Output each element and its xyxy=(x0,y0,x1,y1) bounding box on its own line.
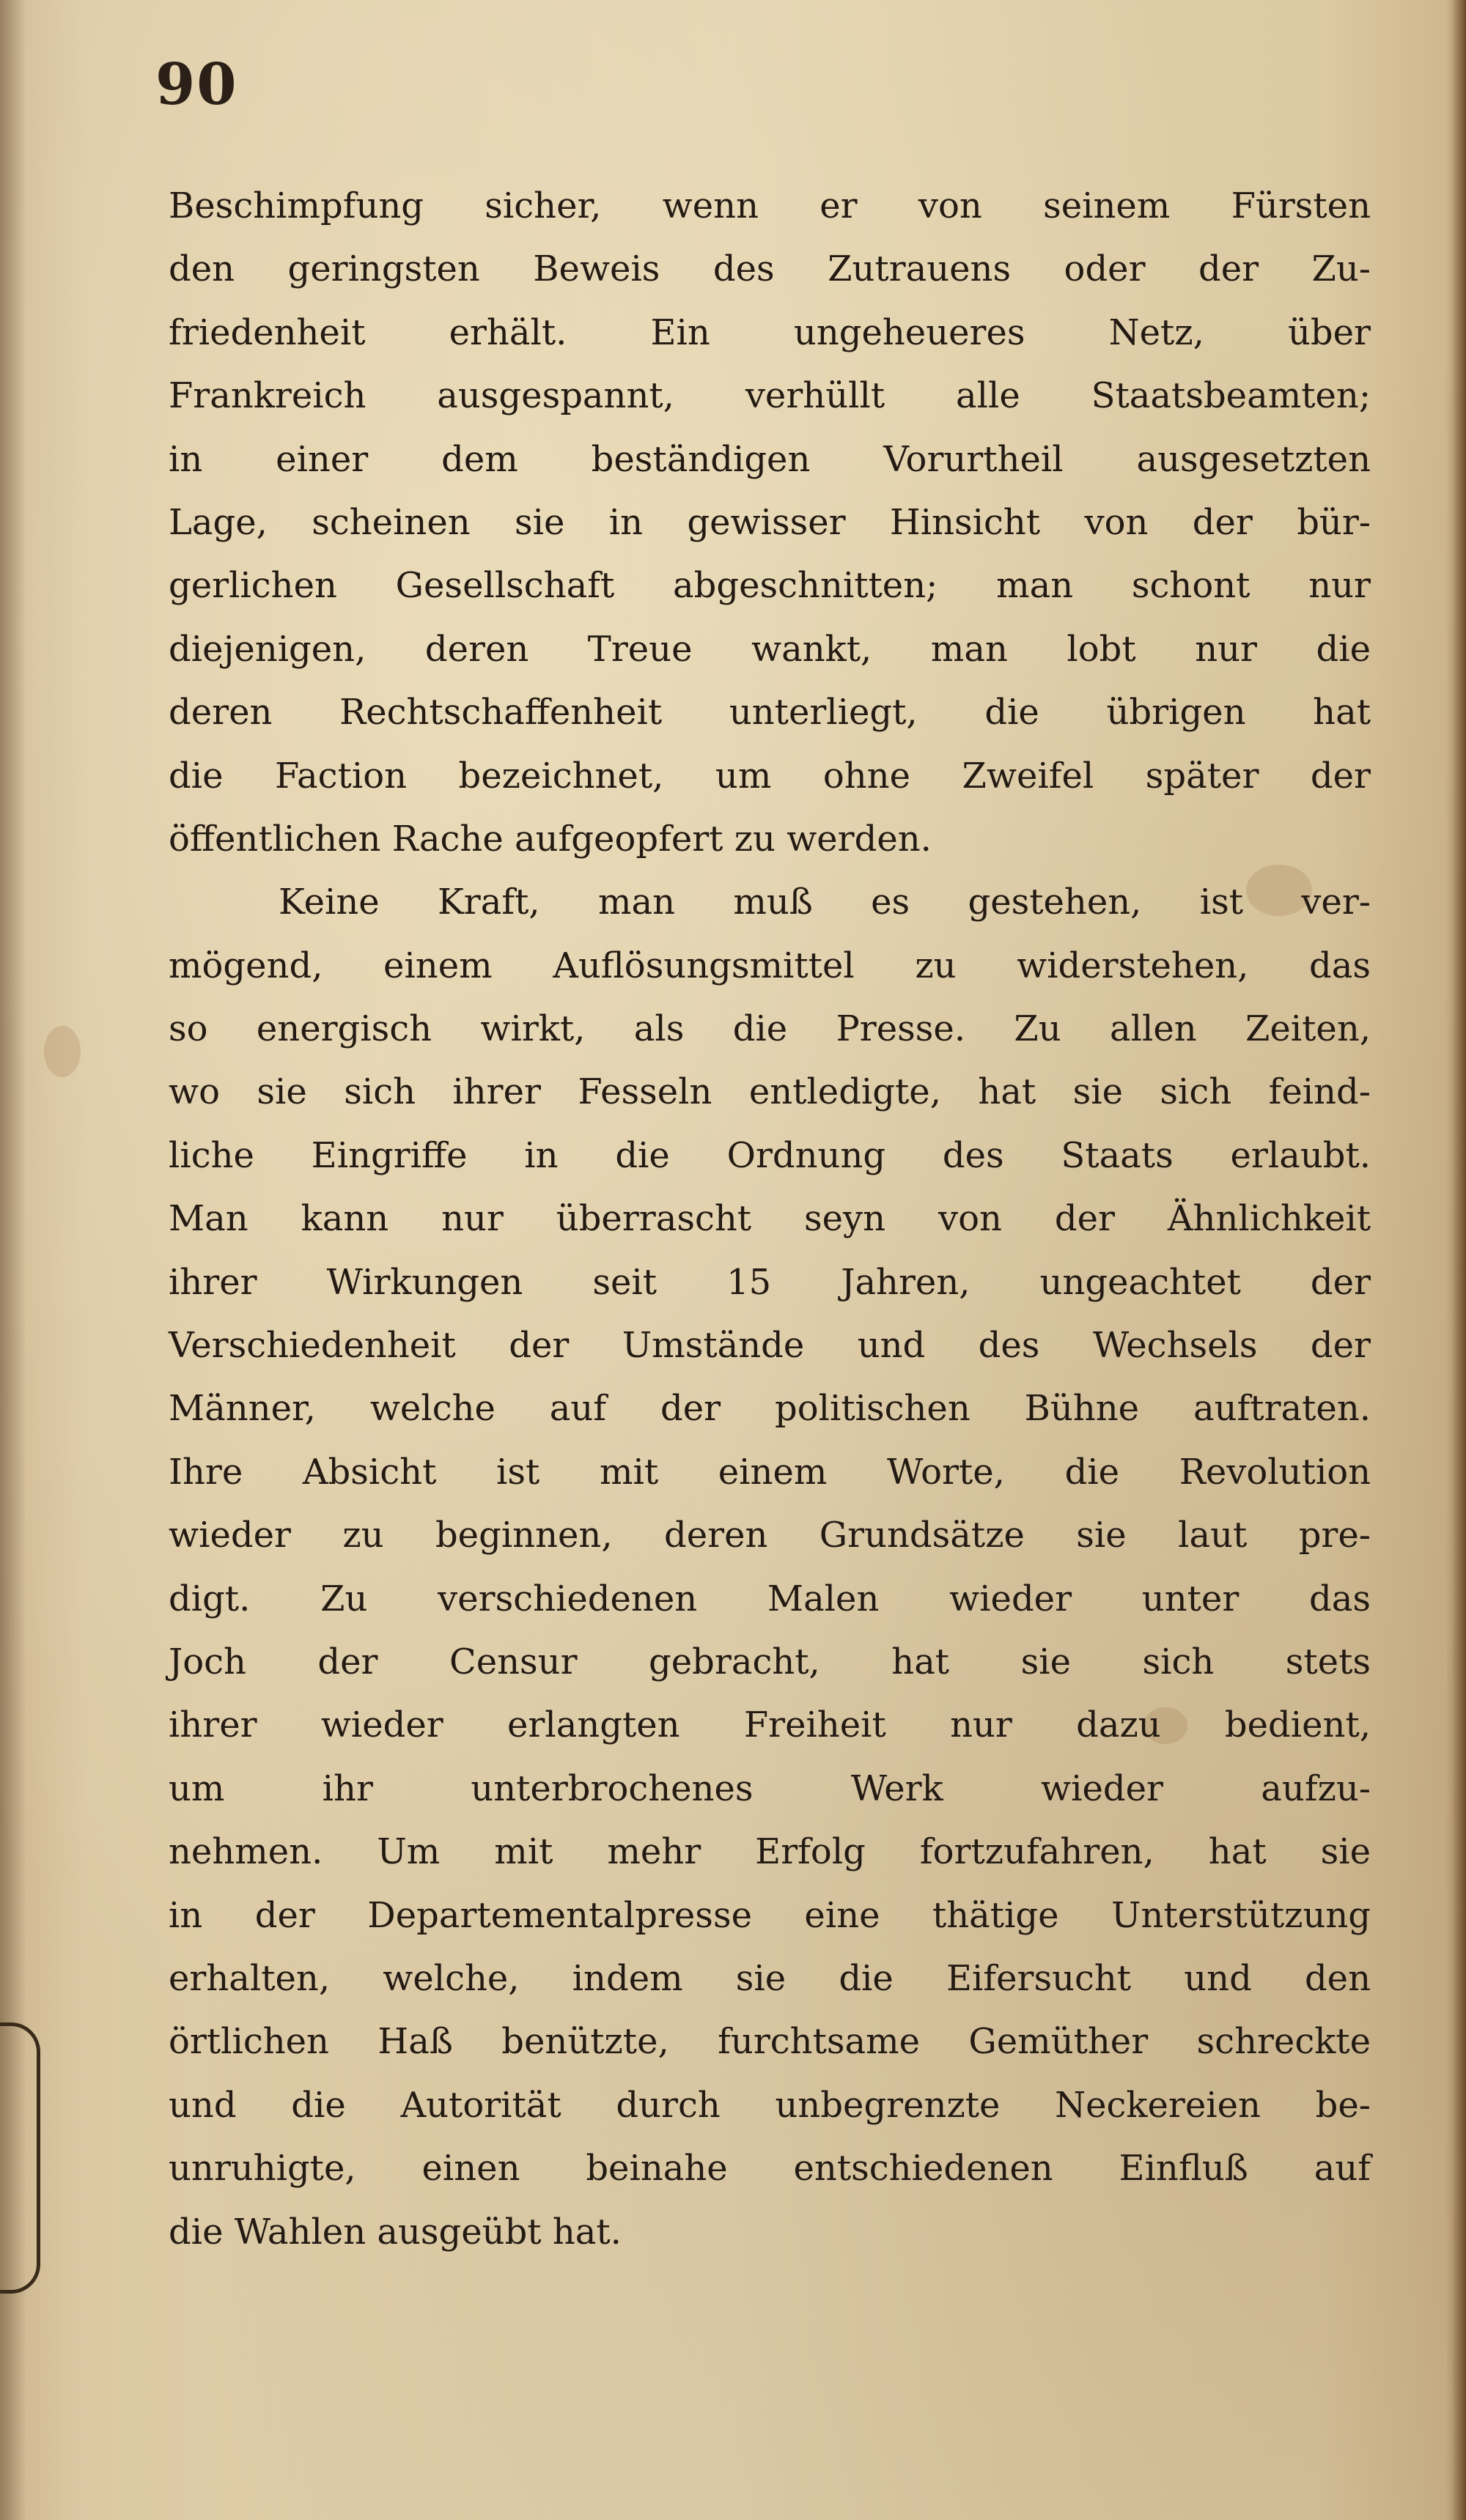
text-line: Männer, welche auf der politischen Bühne auftraten. xyxy=(169,1388,1371,1430)
text-line: wieder zu beginnen, deren Grundsätze sie laut pre- xyxy=(169,1515,1371,1556)
text-line: ihrer Wirkungen seit 15 Jahren, ungeachtet der xyxy=(169,1261,1371,1303)
text-line: um ihr unterbrochenes Werk wieder aufzu- xyxy=(169,1767,1371,1809)
page-edge-shadow xyxy=(1445,0,1466,2520)
text-line: Verschiedenheit der Umstände und des Wechsels der xyxy=(169,1325,1371,1367)
paper-stain xyxy=(44,1026,81,1077)
page-number: 90 xyxy=(155,51,238,118)
text-line: in einer dem beständigen Vorurtheil ausgesetzten xyxy=(169,438,1371,480)
text-line: diejenigen, deren Treue wankt, man lobt nur die xyxy=(169,628,1371,670)
text-line: unruhigte, einen beinahe entschiedenen Einfluß auf xyxy=(169,2148,1371,2190)
paragraph-1 xyxy=(169,174,1371,871)
text-line: die Faction bezeichnet, um ohne Zweifel später der xyxy=(169,755,1371,797)
text-line: nehmen. Um mit mehr Erfolg fortzufahren, hat sie xyxy=(169,1831,1371,1873)
body-text xyxy=(169,174,1371,2264)
text-line: die Wahlen ausgeübt hat. xyxy=(169,2211,622,2253)
text-line: und die Autorität durch unbegrenzte Neckereien be- xyxy=(169,2084,1371,2126)
paragraph-2 xyxy=(169,871,1371,2264)
text-line: Lage, scheinen sie in gewisser Hinsicht von der bür- xyxy=(169,501,1371,543)
text-line: friedenheit erhält. Ein ungeheueres Netz, über xyxy=(169,311,1371,353)
text-line: ihrer wieder erlangten Freiheit nur dazu bedient, xyxy=(169,1704,1371,1746)
text-line: Man kann nur überrascht seyn von der Ähnlichkeit xyxy=(169,1198,1371,1240)
text-line: Joch der Censur gebracht, hat sie sich stets xyxy=(169,1641,1371,1682)
text-line: gerlichen Gesellschaft abgeschnitten; man schont nur xyxy=(169,565,1371,607)
text-line: Beschimpfung sicher, wenn er von seinem Fürsten xyxy=(169,185,1371,226)
text-line: örtlichen Haß benützte, furchtsame Gemüther schreckte xyxy=(169,2021,1371,2063)
text-line: Frankreich ausgespannt, verhüllt alle Staatsbeamten; xyxy=(169,375,1371,417)
text-line: Keine Kraft, man muß es gestehen, ist ver- xyxy=(279,882,1371,923)
text-line: öffentlichen Rache aufgeopfert zu werden. xyxy=(169,818,932,860)
text-line: Ihre Absicht ist mit einem Worte, die Revolution xyxy=(169,1451,1371,1493)
text-line: digt. Zu verschiedenen Malen wieder unter das xyxy=(169,1578,1371,1619)
text-line: so energisch wirkt, als die Presse. Zu allen Zeiten, xyxy=(169,1008,1371,1050)
text-line: den geringsten Beweis des Zutrauens oder der Zu- xyxy=(169,248,1371,290)
text-line: deren Rechtschaffenheit unterliegt, die übrigen hat xyxy=(169,692,1371,734)
text-line: wo sie sich ihrer Fesseln entledigte, hat sie sich feind- xyxy=(169,1071,1371,1113)
text-line: erhalten, welche, indem sie die Eifersucht und den xyxy=(169,1957,1371,1999)
text-line: mögend, einem Auflösungsmittel zu widerstehen, das xyxy=(169,945,1371,986)
binding-mark xyxy=(0,2022,40,2294)
text-line: in der Departementalpresse eine thätige Unterstützung xyxy=(169,1894,1371,1936)
text-line: liche Eingriffe in die Ordnung des Staats erlaubt. xyxy=(169,1134,1371,1176)
